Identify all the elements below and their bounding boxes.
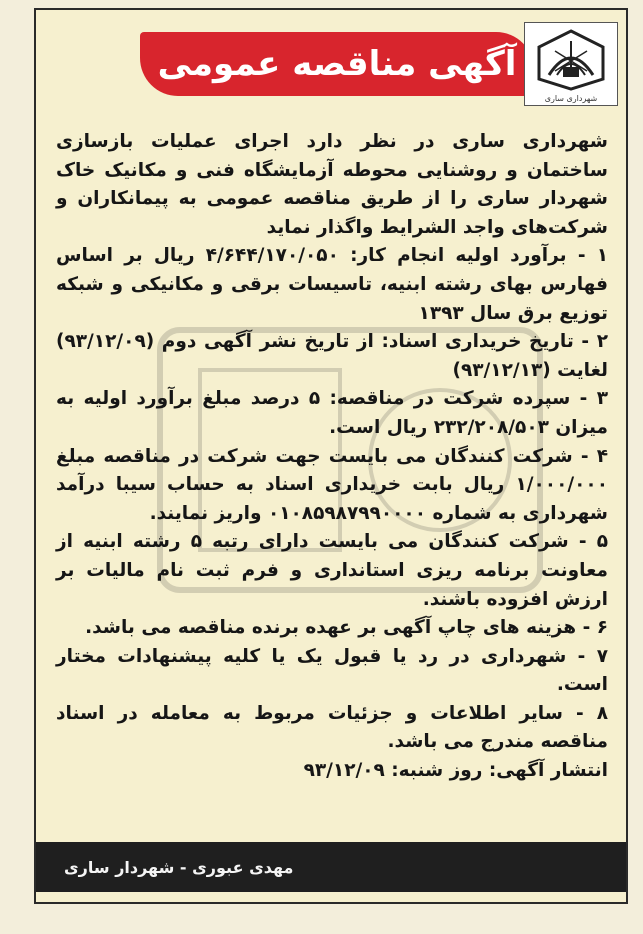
item-document-fee: ۴ - شرکت کنندگان می بایست جهت شرکت در مناقصه مبلغ ۱/۰۰۰/۰۰۰ ریال بابت خریداری اسناد به حساب سیبا درآمد شهرداری به شماره ۰۱۰۸۵۹۸۷۹۹۰۰۰۰ واریز نمایند. — [56, 445, 608, 524]
item-deposit: ۳ - سپرده شرکت در مناقصه: ۵ درصد مبلغ برآورد اولیه به میزان ۲۳۲/۲۰۸/۵۰۳ ریال است. — [56, 388, 608, 438]
item-document-purchase-date: ۲ - تاریخ خریداری اسناد: از تاریخ نشر آگهی دوم (۹۳/۱۲/۰۹) لغایت (۹۳/۱۲/۱۳) — [56, 331, 608, 381]
item-other-details: ۸ - سایر اطلاعات و جزئیات مربوط به معامله در اسناد مناقصه مندرج می باشد. — [56, 702, 608, 753]
signature-bar — [36, 842, 626, 892]
item-rejection-right: ۷ - شهرداری در رد یا قبول یک یا کلیه پیشنهادات مختار است. — [56, 645, 608, 696]
municipality-logo — [524, 22, 618, 106]
intro-paragraph: شهرداری ساری در نظر دارد اجرای عملیات بازسازی ساختمان و روشنایی محوطه آزمایشگاه فنی و مکانیک خاک شهردار ساری را از طریق مناقصه عمومی به پیمانکاران و شرکت‌های واجد الشرایط واگذار نماید — [56, 131, 608, 238]
tender-advertisement — [34, 8, 628, 904]
sari-municipality-logo-icon — [533, 27, 609, 91]
ad-title: آگهی مناقصه عمومی — [157, 44, 517, 84]
item-ad-costs: ۶ - هزینه های چاپ آگهی بر عهده برنده مناقصه می باشد. — [85, 617, 608, 639]
item-estimate: ۱ - برآورد اولیه انجام کار: ۴/۶۴۴/۱۷۰/۰۵۰ ریال بر اساس فهارس بهای رشته ابنیه، تاسیسات برقی و مکانیکی و شبکه توزیع برق سال ۱۳۹۳ — [56, 245, 609, 324]
ad-body — [56, 128, 608, 818]
title-banner — [140, 32, 534, 96]
ad-header — [36, 10, 626, 116]
item-contractor-rank: ۵ - شرکت کنندگان می بایست دارای رتبه ۵ رشته ابنیه از معاونت برنامه ریزی استانداری و فرم ثبت نام مالیات بر ارزش افزوده باشند. — [56, 531, 608, 610]
signature: مهدی عبوری - شهردار ساری — [64, 857, 294, 877]
logo-caption: شهرداری ساری — [544, 94, 598, 103]
publish-date: انتشار آگهی: روز شنبه: ۹۳/۱۲/۰۹ — [303, 760, 608, 782]
